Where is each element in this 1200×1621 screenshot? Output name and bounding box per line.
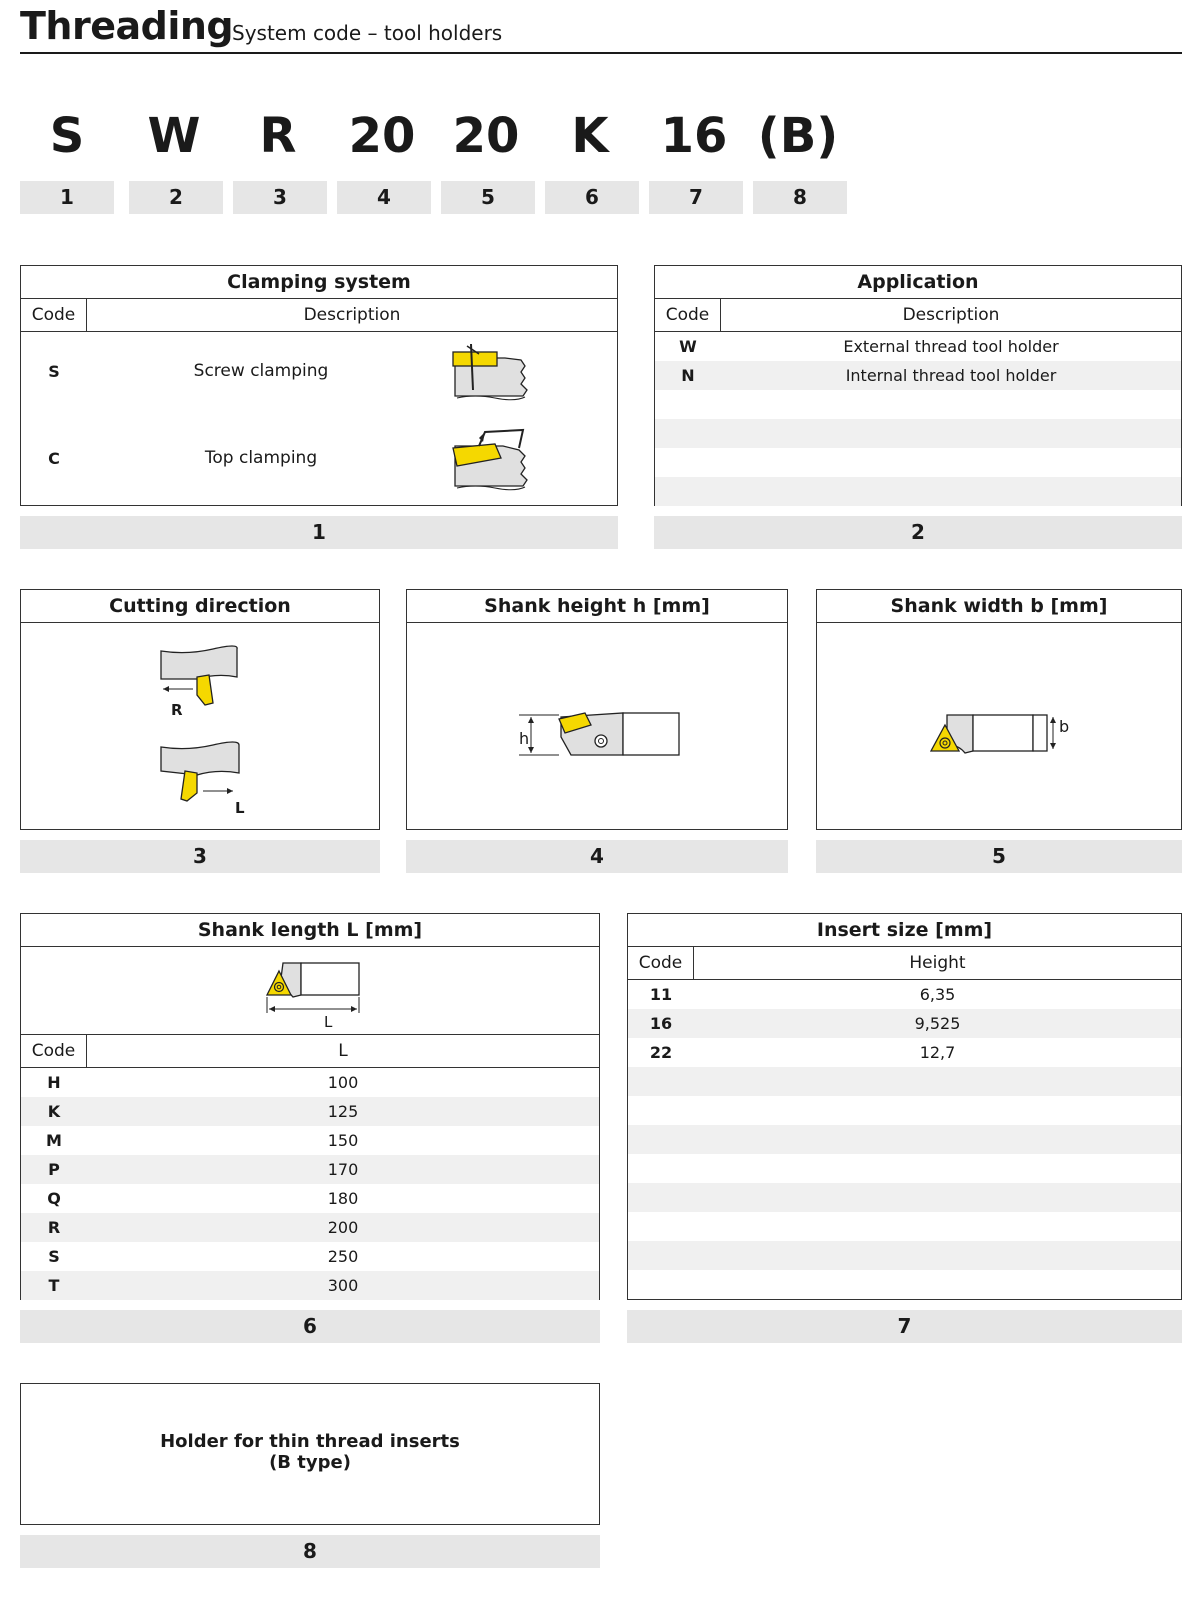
insert-size-col-code: Code	[628, 947, 694, 979]
insert-size-table	[627, 913, 1182, 1300]
label-r: R	[171, 701, 183, 719]
shank-height-title: Shank height h [mm]	[407, 590, 787, 623]
page-title: Threading	[20, 4, 234, 48]
shank-height-panel	[406, 589, 788, 830]
shank-width-title: Shank width b [mm]	[817, 590, 1181, 623]
insert-size-position-bar: 7	[627, 1310, 1182, 1343]
shank-length-code: S	[48, 1247, 60, 1266]
table-row	[655, 332, 1181, 361]
shank-width-body	[817, 623, 1181, 829]
clamping-position-bar: 1	[20, 516, 618, 549]
thin-insert-text	[21, 1431, 599, 1473]
shank-length-code: Q	[47, 1189, 61, 1208]
table-row	[21, 1213, 599, 1242]
empty-row	[655, 419, 1181, 448]
code-letter-4: 20	[348, 108, 416, 164]
position-label-2: 2	[129, 181, 223, 214]
shank-height-body	[407, 623, 787, 829]
application-position-bar: 2	[654, 516, 1182, 549]
application-desc: External thread tool holder	[843, 337, 1059, 356]
empty-row	[655, 448, 1181, 477]
shank-length-code: H	[47, 1073, 61, 1092]
label-h: h	[519, 729, 530, 748]
shank-length-value: 180	[327, 1189, 359, 1208]
clamping-col-desc: Description	[303, 305, 401, 325]
code-letter-3: R	[259, 108, 297, 164]
cutting-position-bar: 3	[20, 840, 380, 873]
thin-insert-line-2: (B type)	[269, 1452, 351, 1473]
position-label-3: 3	[233, 181, 327, 214]
shank-length-value: 300	[327, 1276, 359, 1295]
clamping-code-s: S	[48, 362, 60, 381]
shank-length-value: 170	[327, 1160, 359, 1179]
shank-length-value: 125	[327, 1102, 359, 1121]
code-letter-1: S	[49, 108, 85, 164]
shank-width-position-bar: 5	[816, 840, 1182, 873]
table-row	[21, 1242, 599, 1271]
insert-size-value: 6,35	[919, 985, 956, 1004]
shank-length-code: R	[47, 1218, 61, 1237]
application-column-header	[655, 299, 1181, 332]
shank-height-diagram-icon	[515, 707, 683, 763]
application-code: N	[681, 366, 695, 385]
shank-width-panel	[816, 589, 1182, 830]
shank-length-value: 200	[327, 1218, 359, 1237]
clamping-code-c: C	[48, 449, 60, 468]
position-label-6: 6	[545, 181, 639, 214]
application-title: Application	[655, 266, 1181, 299]
thin-insert-position-bar: 8	[20, 1535, 600, 1568]
shank-length-column-header	[21, 1035, 599, 1068]
application-code: W	[679, 337, 697, 356]
cutting-title: Cutting direction	[21, 590, 379, 623]
insert-size-code: 11	[649, 985, 673, 1004]
shank-length-code: M	[46, 1131, 62, 1150]
insert-size-col-value: Height	[909, 953, 966, 973]
position-label-4: 4	[337, 181, 431, 214]
shank-length-value: 250	[327, 1247, 359, 1266]
insert-size-code: 16	[649, 1014, 673, 1033]
cutting-direction-panel	[20, 589, 380, 830]
position-label-1: 1	[20, 181, 114, 214]
position-label-5: 5	[441, 181, 535, 214]
empty-row	[628, 1067, 1181, 1096]
application-col-code: Code	[655, 299, 721, 331]
position-label-7: 7	[649, 181, 743, 214]
shank-length-col-value: L	[338, 1041, 348, 1061]
page-subtitle: System code – tool holders	[232, 21, 503, 45]
insert-size-value: 9,525	[914, 1014, 961, 1033]
shank-length-table	[20, 913, 600, 1300]
shank-width-diagram-icon	[925, 703, 1075, 767]
application-table	[654, 265, 1182, 506]
empty-row	[628, 1183, 1181, 1212]
diagram-label-l: L	[324, 1013, 333, 1031]
thin-insert-line-1: Holder for thin thread inserts	[160, 1431, 460, 1452]
label-b: b	[1059, 717, 1070, 736]
code-letter-5: 20	[452, 108, 520, 164]
table-row	[655, 361, 1181, 390]
shank-length-col-code: Code	[21, 1035, 87, 1067]
cutting-body	[21, 623, 379, 829]
shank-height-position-bar: 4	[406, 840, 788, 873]
empty-row	[628, 1154, 1181, 1183]
code-letter-8: (B)	[757, 108, 839, 164]
insert-size-value: 12,7	[919, 1043, 956, 1062]
top-clamp-diagram-icon	[445, 424, 545, 496]
shank-length-diagram-area	[21, 947, 599, 1035]
label-l: L	[235, 799, 245, 817]
clamping-desc-top: Top clamping	[204, 448, 318, 468]
table-row	[628, 980, 1181, 1009]
shank-length-title: Shank length L [mm]	[21, 914, 599, 947]
shank-length-code: P	[48, 1160, 60, 1179]
application-desc: Internal thread tool holder	[845, 366, 1057, 385]
empty-row	[655, 477, 1181, 506]
thin-insert-panel	[20, 1383, 600, 1525]
table-row	[21, 1068, 599, 1097]
shank-length-code: T	[48, 1276, 60, 1295]
screw-clamp-diagram-icon	[445, 340, 545, 402]
clamping-desc-screw: Screw clamping	[193, 361, 329, 381]
position-label-8: 8	[753, 181, 847, 214]
table-row	[21, 1126, 599, 1155]
table-row	[21, 1271, 599, 1300]
shank-length-position-bar: 6	[20, 1310, 600, 1343]
empty-row	[628, 1212, 1181, 1241]
clamping-title: Clamping system	[21, 266, 617, 299]
insert-size-code: 22	[649, 1043, 673, 1062]
clamping-col-code: Code	[21, 299, 87, 331]
clamping-body	[21, 332, 617, 503]
clamping-system-table	[20, 265, 618, 506]
table-row	[21, 1155, 599, 1184]
header-divider	[20, 52, 1182, 54]
clamping-column-header	[21, 299, 617, 332]
shank-length-value: 150	[327, 1131, 359, 1150]
empty-row	[628, 1125, 1181, 1154]
application-col-desc: Description	[902, 305, 1000, 325]
insert-size-column-header	[628, 947, 1181, 980]
empty-row	[655, 390, 1181, 419]
empty-row	[628, 1096, 1181, 1125]
shank-length-code: K	[47, 1102, 61, 1121]
code-letter-2: W	[147, 108, 201, 164]
code-letter-6: K	[571, 108, 609, 164]
table-row	[21, 1184, 599, 1213]
empty-row	[628, 1270, 1181, 1299]
table-row	[628, 1038, 1181, 1067]
shank-length-value: 100	[327, 1073, 359, 1092]
insert-size-title: Insert size [mm]	[628, 914, 1181, 947]
table-row	[21, 1097, 599, 1126]
empty-row	[628, 1241, 1181, 1270]
table-row	[628, 1009, 1181, 1038]
code-letter-7: 16	[660, 108, 728, 164]
